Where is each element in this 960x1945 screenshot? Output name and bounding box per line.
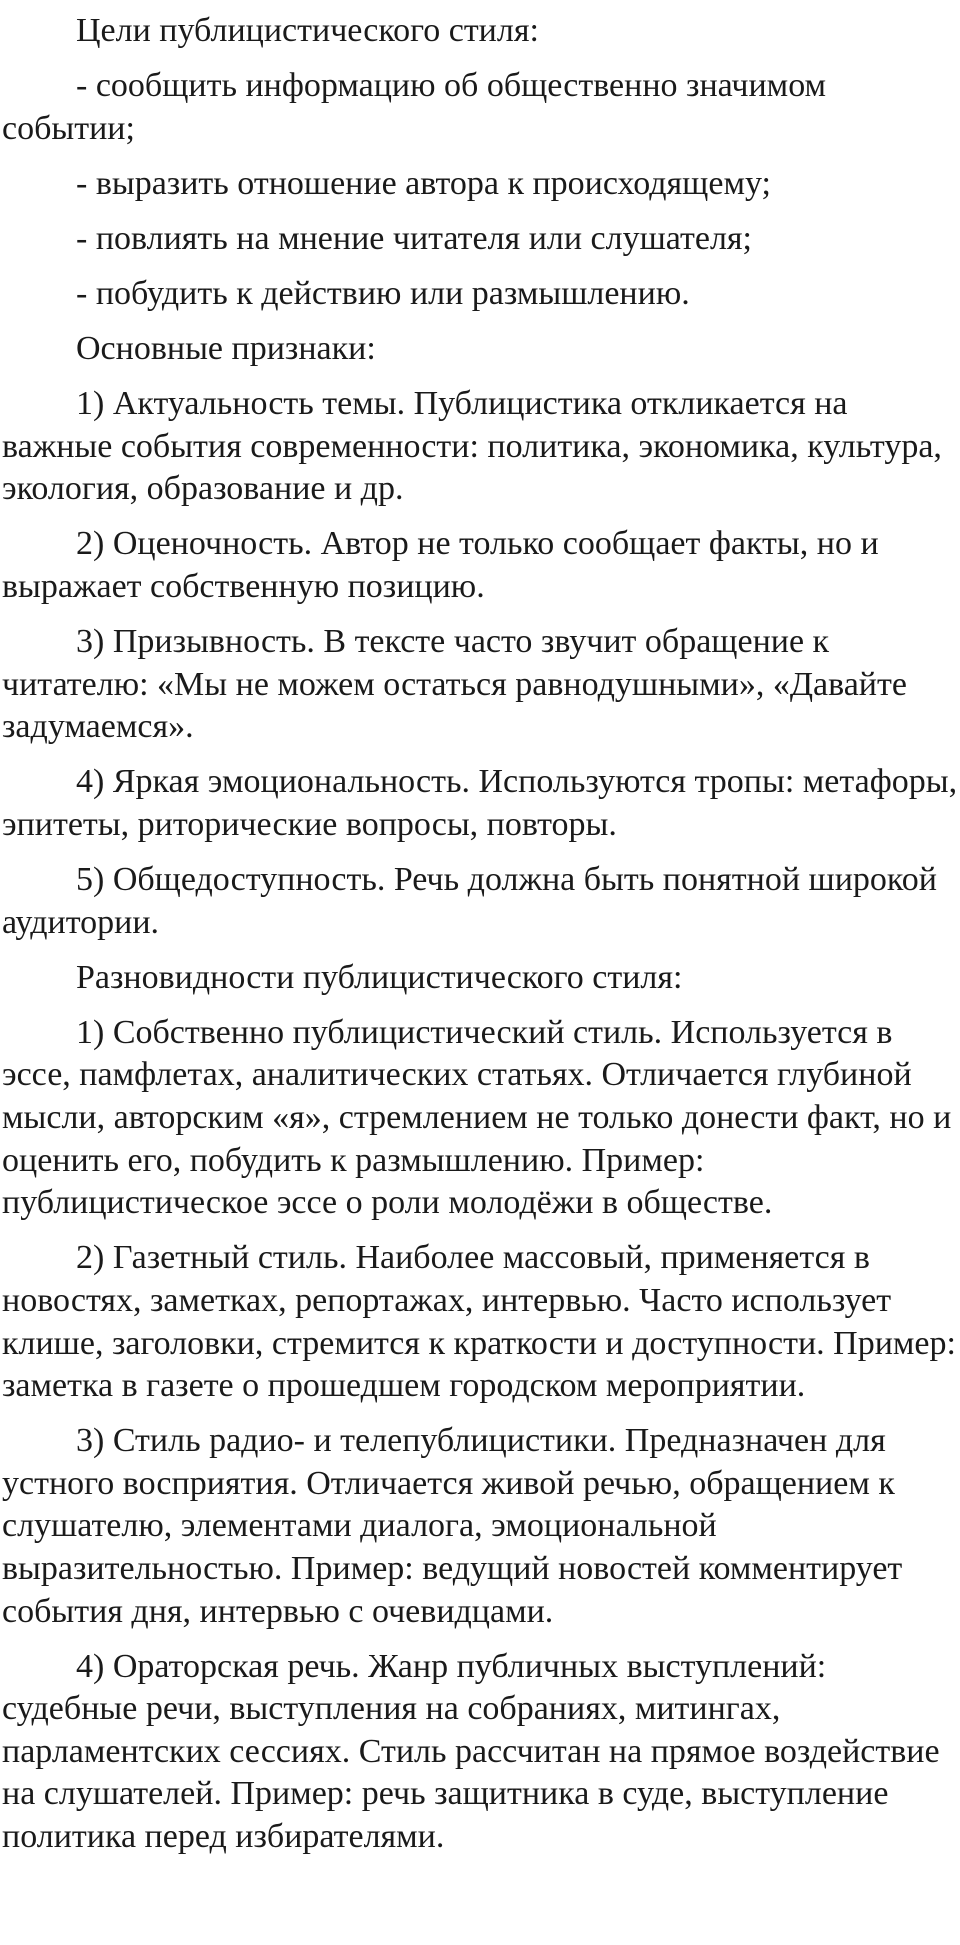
paragraph-goals-heading: Цели публицистического стиля: [76,12,539,49]
paragraph-feature-4: 4) Яркая эмоциональность. Используются тропы: метафоры, эпитеты, риторические вопросы, повторы. [2,763,958,843]
paragraph-features-heading: Основные признаки: [76,330,376,368]
paragraph-goal-3: - повлиять на мнение читателя или слушателя; [76,219,752,257]
paragraph-feature-5: 5) Общедоступность. Речь должна быть понятной широкой аудитории. [2,861,937,941]
paragraph-feature-3: 3) Призывность. В тексте часто звучит обращение к читателю: «Мы не можем остаться равнодушными», «Давайте задумаемся». [2,623,907,746]
document-body [0,10,960,1859]
paragraph-feature-2: 2) Оценочность. Автор не только сообщает факты, но и выражает собственную позицию. [2,525,879,606]
paragraph-variety-1: 1) Собственно публицистический стиль. Используется в эссе, памфлетах, аналитических статьях. Отличается глубиной мысли, авторским «я», стремлением не только донести факт, но и оценить его, побудить к размышлению. Пример: публицистическое эссе о роли молодёжи в обществе. [2,1013,952,1222]
paragraph-variety-4: 4) Ораторская речь. Жанр публичных выступлений: судебные речи, выступления на собраниях, митингах, парламентских сессиях. Стиль рассчитан на прямое воздействие на слушателей. Пример: речь защитника в суде, выступление политика перед избирателями. [2,1647,940,1856]
paragraph-varieties-heading: Разновидности публицистического стиля: [76,958,683,996]
paragraph-variety-2: 2) Газетный стиль. Наиболее массовый, применяется в новостях, заметках, репортажах, интервью. Часто использует клише, заголовки, стремится к краткости и доступности. Пример: заметка в газете о прошедшем городском мероприятии. [2,1239,956,1405]
paragraph-variety-3: 3) Стиль радио- и телепублицистики. Предназначен для устного восприятия. Отличается живой речью, обращением к слушателю, элементами диалога, эмоциональной выразительностью. Пример: ведущий новостей комментирует события дня, интервью с очевидцами. [2,1422,903,1630]
paragraph-goal-2: - выразить отношение автора к происходящему; [76,164,771,202]
paragraph-goal-1: - сообщить информацию об общественно значимом событии; [2,67,827,147]
paragraph-feature-1: 1) Актуальность темы. Публицистика откликается на важные события современности: политика, экономика, культура, экология, образование и др. [2,385,942,508]
paragraph-goal-4: - побудить к действию или размышлению. [76,274,690,312]
